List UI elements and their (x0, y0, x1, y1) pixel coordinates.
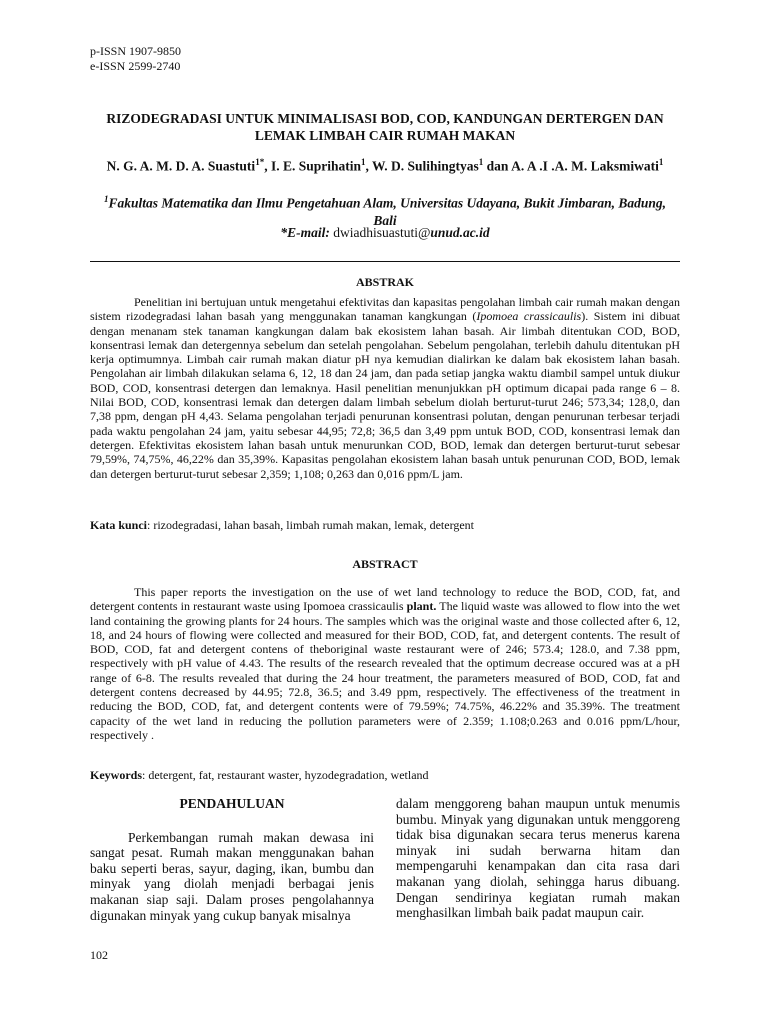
header-divider (90, 261, 680, 262)
affiliation (90, 191, 680, 229)
abstract-body (90, 585, 680, 742)
author-4-affil: 1 (658, 157, 664, 167)
author-3-affil: 1 (478, 157, 484, 167)
title-line-2: LEMAK LIMBAH CAIR RUMAH MAKAN (254, 128, 516, 143)
abstrak-heading: ABSTRAK (355, 275, 414, 289)
page-number: 102 (90, 948, 108, 962)
affiliation-marker: 1 (103, 194, 109, 204)
section-heading: PENDAHULUAN (179, 796, 285, 811)
abstrak-body (90, 295, 680, 481)
email-label: *E-mail: (280, 225, 330, 240)
p-issn: p-ISSN 1907-9850 (90, 44, 182, 58)
keywords-text: : detergent, fat, restaurant waster, hyzodegradation, wetland (142, 768, 429, 782)
abstrak-paragraph: Penelitian ini bertujuan untuk mengetahui efektivitas dan kapasitas pengolahan limbah cair rumah makan dengan sistem rizodegradasi lahan basah yang menggunakan tanaman kangkungan (Ipomoea crassicaulis). Sistem ini dibuat dengan menanam stek tanaman kangkungan dalam bak ekosistem lahan basah. Air limbah ditentukan COD, BOD, konsentrasi lemak dan detergennya sebelum dan setelah pengolahan. Sebelum pengolahan, terlebih dahulu ditentukan pH kerja optimumnya. Limbah cair rumah makan diatur pH nya kemudian dialirkan ke dalam bak ekosistem lahan basah. Pengolahan air limbah dilakukan selama 6, 12, 18 dan 24 jam, dan pada setiap jangka waktu diambil sampel untuk diukur BOD, COD, konsentrasi detergen dan lemaknya. Hasil penelitian menunjukkan pH optimum dicapai pada range 6 – 8. Nilai BOD, COD, konsentrasi lemak dan detergen dalam limbah sebelum diolah berturut-turut 246; 573,34; 128,0, dan 7,38 ppm, dengan pH 4,43. Selama pengolahan terjadi penurunan konsentrasi polutan, dengan penurunan terbesar terjadi pada waktu pengolahan 24 jam, yaitu sebesar 44,95; 72,8; 36,5 dan 3,49 ppm untuk BOD, COD, konsentrasi lemak dan detergen. Efektivitas ekosistem lahan basah untuk menurunkan COD, BOD, lemak dan detergen berturut-turut sebesar 79,59%, 74,75%, 46,22% dan 35,39%. Kapasitas pengolahan ekosistem lahan basah untuk penurunan COD, BOD, lemak dan detergen berturut-turut sebesar 2,359; 1,108; 0,263 dan 0,016 ppm/L jam. (90, 295, 680, 481)
email-domain: unud.ac.id (430, 225, 490, 240)
issn-block (90, 44, 181, 74)
keywords-label: Keywords (90, 768, 142, 782)
e-issn: e-ISSN 2599-2740 (90, 59, 181, 73)
affiliation-line-2: Bali (373, 212, 397, 228)
author-3: , W. D. Sulihingtyas (365, 158, 479, 174)
left-column (90, 796, 374, 923)
author-4: dan A. A .I .A. M. Laksmiwati (483, 158, 659, 174)
author-1: N. G. A. M. D. A. Suastuti (106, 158, 256, 174)
abstract-heading: ABSTRACT (352, 557, 418, 571)
email-line (90, 225, 680, 241)
keywords (90, 768, 680, 783)
paper-title (90, 110, 680, 144)
kata-kunci-text: : rizodegradasi, lahan basah, limbah rumah makan, lemak, detergent (147, 518, 475, 532)
title-line-1: RIZODEGRADASI UNTUK MINIMALISASI BOD, COD, KANDUNGAN DERTERGEN DAN (106, 111, 664, 126)
author-2: , I. E. Suprihatin (264, 158, 361, 174)
author-1-affil: 1* (255, 157, 265, 167)
abstract-paragraph: This paper reports the investigation on the use of wet land technology to reduce the BOD, COD, fat, and detergent contents in restaurant waste using Ipomoea crassicaulis plant. The liquid waste was allowed to flow into the wet land containing the growing plants for 24 hours. The samples which was the original waste and those collected after 6, 12, 18, and 24 hours of flowing were collected and measured for their BOD, COD, fat, and detergent contents. The result of BOD, COD, fat and detergent contens of theboriginal waste restaurant were of 246; 573.4; 128.0, and 7.38 ppm, respectively with pH value of 4.43. The results of the research revealed that the optimum decrease occured was at a pH range of 6-8. The results revealed that during the 24 hour treatment, the parameters measured of BOD, COD, fat and detergent contens decreased by 44.95; 72.8, 36.5; and 3.49 ppm, respectively. The effectiveness of the treatment in reducing the BOD, COD, fat, and detergent contents were of 79.59%; 74.75%, 46.22% and 35.39%. The treatment capacity of the wet land in reducing the pollution parameters were of 2.359; 1.108;0.263 and 0.016 ppm/L/hour, respectively . (90, 585, 680, 742)
abstrak-paragraph-emphasis: Ipomoea crassicaulis (476, 309, 582, 324)
right-column-paragraph: dalam menggoreng bahan maupun untuk menumis bumbu. Minyak yang digunakan untuk menggoreng tidak bisa digunakan secara terus menerus karena minyak ini sudah berwarna hitam dan mempengaruhi kenampakan dan cita rasa dari makanan yang diolah, sehingga harus dibuang. Dengan sendirinya kegiatan rumah makan menghasilkan limbah baik padat maupun cair. (396, 796, 680, 921)
abstract-paragraph-emphasis: plant. (403, 599, 437, 614)
kata-kunci-label: Kata kunci (90, 518, 148, 532)
left-column-paragraph: Perkembangan rumah makan dewasa ini sangat pesat. Rumah makan menggunakan bahan baku seperti beras, sayur, daging, ikan, bumbu dan minyak yang diolah menjadi berbagai jenis makanan siap saji. Dalam proses pengolahannya digunakan minyak yang cukup banyak misalnya (90, 829, 374, 923)
author-2-affil: 1 (360, 157, 366, 167)
kata-kunci (90, 518, 680, 533)
author-list (90, 157, 680, 175)
affiliation-line-1: Fakultas Matematika dan Ilmu Pengetahuan Alam, Universitas Udayana, Bukit Jimbaran, Badung, (108, 195, 667, 211)
right-column (396, 796, 680, 921)
email-user: dwiadhisuastuti@ (329, 225, 431, 240)
